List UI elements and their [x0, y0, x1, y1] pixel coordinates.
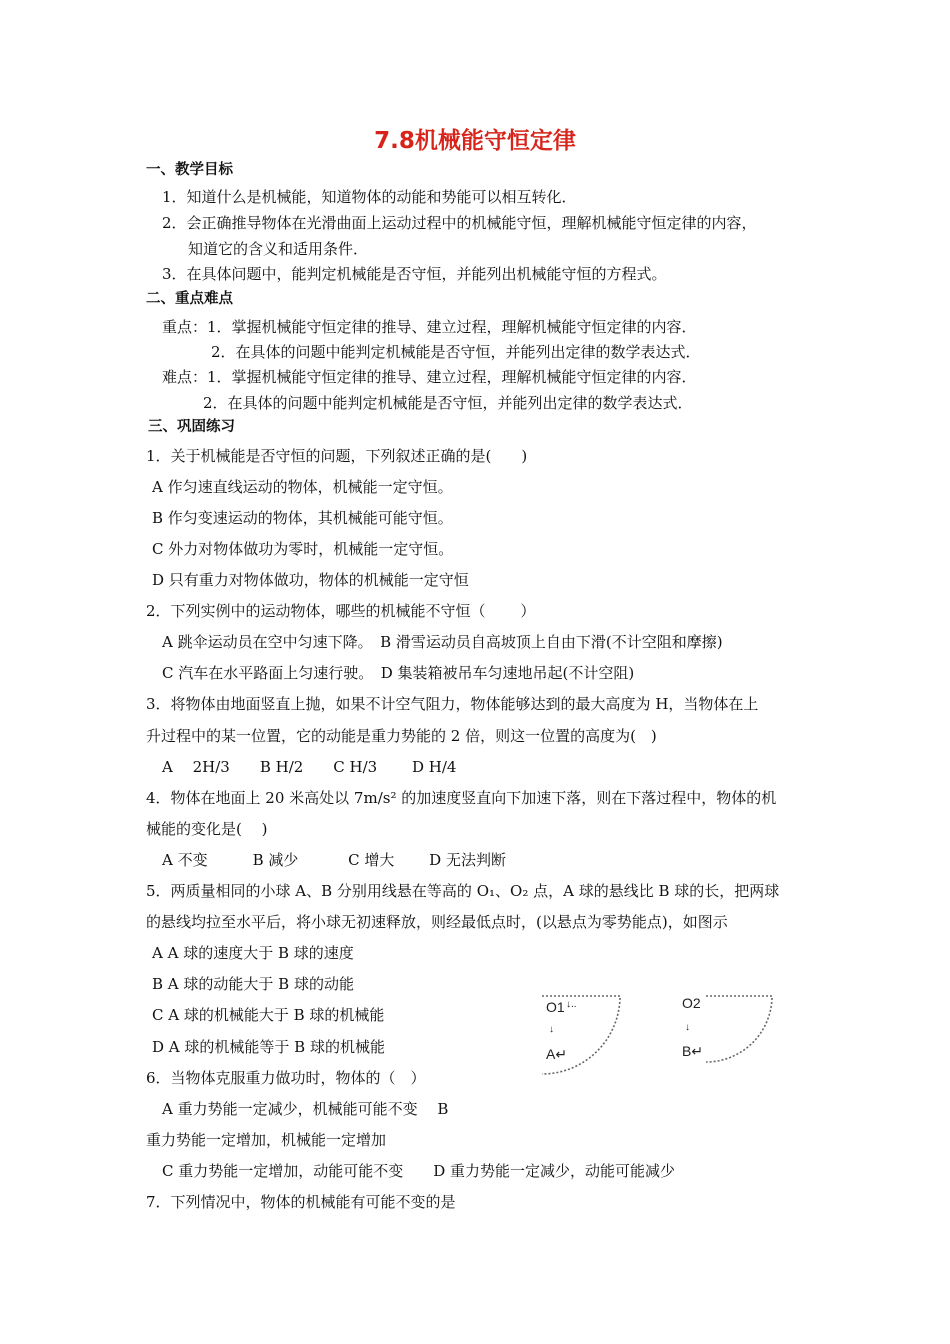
key-point-1: 重点：1．掌握机械能守恒定律的推导、建立过程，理解机械能守恒定律的内容． — [162, 318, 697, 336]
question-4-line-1: 4．物体在地面上 20 米高处以 7m/s² 的加速度竖直向下加速下落，则在下落过程中，物体的机 — [146, 789, 777, 807]
objective-item-1: 1．知道什么是机械能，知道物体的动能和势能可以相互转化． — [162, 188, 577, 206]
question-4-options: A 不变 B 减少 C 增大 D 无法判断 — [162, 851, 506, 869]
key-point-2: 2．在具体的问题中能判定机械能是否守恒，并能列出定律的数学表达式． — [211, 343, 701, 361]
question-6-options-cd: C 重力势能一定增加，动能可能不变 D 重力势能一定减少，动能可能减少 — [162, 1162, 676, 1180]
question-2-stem: 2．下列实例中的运动物体，哪些的机械能不守恒（ ） — [146, 602, 536, 620]
question-4-line-2: 械能的变化是( ) — [146, 820, 268, 838]
down-arrow-b-icon: ↓ — [685, 1022, 690, 1033]
question-1-option-c: C 外力对物体做功为零时，机械能一定守恒。 — [152, 540, 454, 558]
question-5-line-2: 的悬线均拉至水平后，将小球无初速释放，则经最低点时，(以悬点为零势能点)，如图示 — [146, 913, 728, 931]
page-title: 7.8机械能守恒定律 — [374, 128, 576, 154]
question-5-option-d: D A 球的机械能等于 B 球的机械能 — [152, 1038, 385, 1056]
question-3-line-2: 升过程中的某一位置，它的动能是重力势能的 2 倍，则这一位置的高度为( ) — [146, 727, 657, 745]
question-1-stem: 1．关于机械能是否守恒的问题，下列叙述正确的是( ) — [146, 447, 528, 465]
difficulty-2: 2．在具体的问题中能判定机械能是否守恒，并能列出定律的数学表达式． — [203, 394, 693, 412]
question-5-option-c: C A 球的机械能大于 B 球的机械能 — [152, 1006, 385, 1024]
question-1-option-b: B 作匀变速运动的物体，其机械能可能守恒。 — [152, 509, 453, 527]
objective-item-2-cont: 知道它的含义和适用条件． — [188, 240, 369, 258]
question-3-line-1: 3．将物体由地面竖直上抛，如果不计空气阻力，物体能够达到的最大高度为 H，当物体在上 — [146, 695, 759, 713]
question-5-line-1: 5．两质量相同的小球 A、B 分别用线悬在等高的 O₁、O₂ 点，A 球的悬线比 B 球的长，把两球 — [146, 882, 780, 900]
question-3-options: A 2H/3 B H/2 C H/3 D H/4 — [162, 758, 457, 776]
question-7-stem: 7．下列情况中，物体的机械能有可能不变的是 — [146, 1193, 456, 1211]
question-1-option-d: D 只有重力对物体做功，物体的机械能一定守恒 — [152, 571, 469, 589]
objective-item-2: 2．会正确推导物体在光滑曲面上运动过程中的机械能守恒，理解机械能守恒定律的内容， — [162, 214, 757, 232]
section-heading-objectives: 一、教学目标 — [146, 162, 233, 178]
question-6-stem: 6．当物体克服重力做功时，物体的（ ） — [146, 1069, 426, 1087]
pivot-o2-label: O2 — [682, 995, 701, 1011]
pendulum-b-arc — [704, 994, 774, 1066]
pendulum-figure-b — [704, 994, 774, 1070]
question-1-option-a: A 作匀速直线运动的物体，机械能一定守恒。 — [152, 478, 453, 496]
question-2-options-cd: C 汽车在水平路面上匀速行驶。 D 集装箱被吊车匀速地吊起(不计空阻) — [162, 664, 635, 682]
section-heading-exercises: 三、巩固练习 — [148, 419, 235, 435]
ball-b-label: B↵ — [682, 1043, 704, 1059]
pivot-o1-label: O1 — [546, 999, 565, 1015]
question-2-options-ab: A 跳伞运动员在空中匀速下降。 B 滑雪运动员自高坡顶上自由下滑(不计空阻和摩擦) — [162, 633, 723, 651]
section-heading-key-points: 二、重点难点 — [146, 291, 233, 307]
question-5-option-a: A A 球的速度大于 B 球的速度 — [152, 944, 354, 962]
question-6-option-b: 重力势能一定增加，机械能一定增加 — [146, 1131, 387, 1149]
question-5-option-b: B A 球的动能大于 B 球的动能 — [152, 975, 354, 993]
objective-item-3: 3．在具体问题中，能判定机械能是否守恒，并能列出机械能守恒的方程式。 — [162, 265, 667, 283]
difficulty-1: 难点：1．掌握机械能守恒定律的推导、建立过程，理解机械能守恒定律的内容． — [162, 368, 697, 386]
question-6-option-a: A 重力势能一定减少，机械能可能不变 B — [162, 1100, 449, 1118]
down-arrow-a-icon: ↓ — [549, 1024, 554, 1035]
pivot-o1-marker: ↓.. — [566, 999, 577, 1010]
ball-a-label: A↵ — [546, 1046, 568, 1062]
